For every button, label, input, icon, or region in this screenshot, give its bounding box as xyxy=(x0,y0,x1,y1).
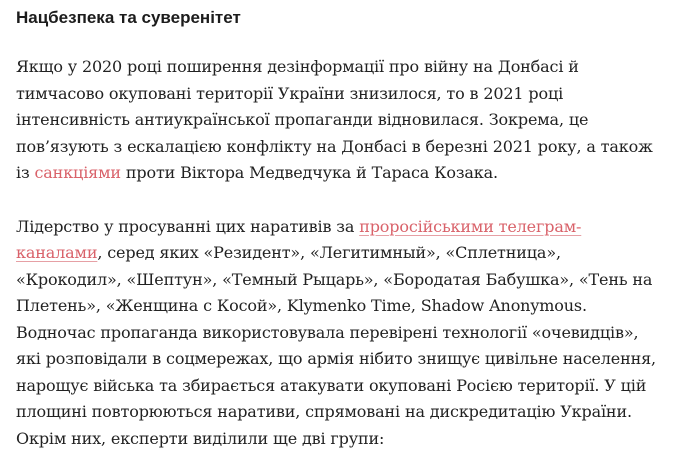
paragraph-1-text-start: Якщо у 2020 році поширення дезінформації про війну на Донбасі й тимчасово окуповані території України знизилося, то в 2021 році інтенсивність антиукраїнської пропаганди відновилася. Зокрема, це пов’язують з ескалацією конфлікту на Донбасі в березні 2021 року, а також із xyxy=(16,57,653,182)
sanctions-link[interactable]: санкціями xyxy=(34,163,121,182)
paragraph-2-text-end: , серед яких «Резидент», «Легитимный», «Сплетница», «Крокодил», «Шептун», «Темный Рыцарь», «Бородатая Бабушка», «Тень на Плетень», «Женщина с Косой», Klymenko Time, Shadow Anonymous. Водночас пропаганда використовувала перевірені технології «очевидців», які розповідали в соцмережах, що армія нібито знищує цивільне населення, нарощує війська та збирається атакувати окуповані Росією території. У цій площині повторюються наративи, спрямовані на дискредитацію України. Окрім них, експерти виділили ще дві групи: xyxy=(16,243,656,448)
paragraph-1-text-end: проти Віктора Медведчука й Тараса Козака. xyxy=(120,163,498,182)
article-body xyxy=(16,6,666,452)
paragraph-2 xyxy=(16,214,666,453)
telegram-channels-link[interactable]: проросійськими телеграм-каналами xyxy=(16,216,582,262)
paragraph-2-text-start: Лідерство у просуванні цих наративів за xyxy=(16,216,360,236)
section-heading: Нацбезпека та суверенітет xyxy=(16,8,241,27)
paragraph-1 xyxy=(16,54,666,187)
